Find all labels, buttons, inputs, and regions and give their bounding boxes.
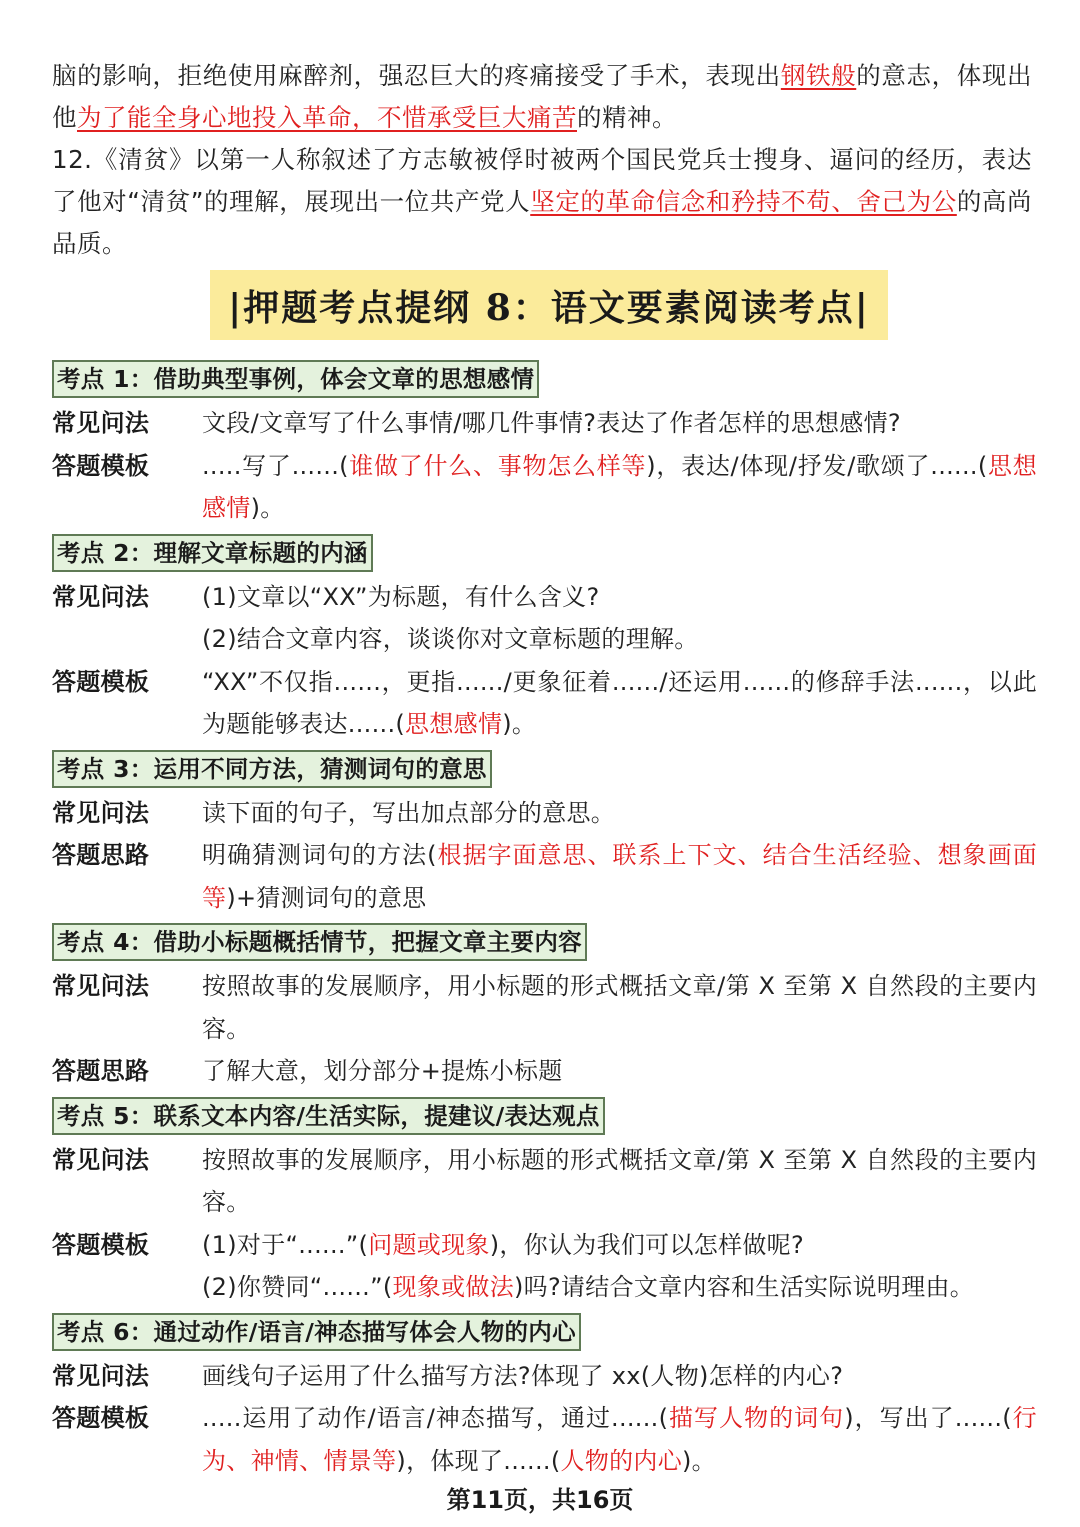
answer-text: )。 (682, 1446, 716, 1475)
intro-paragraph-1 (52, 55, 1032, 139)
answer-line (202, 1224, 1037, 1267)
exam-point-tag: 考点 3：运用不同方法，猜测词句的意思 (52, 750, 492, 788)
intro-text (52, 55, 1032, 265)
highlight-answer: 钢铁般 (780, 61, 857, 90)
answer-hint: 问题或现象 (368, 1230, 490, 1259)
intro-text-span: 12.《清贫》以第一人称叙述了方志敏被俘时被两个国民党兵士搜身、逼问的经历，表达了他对“清贫”的理解，展现出一位共产党人 (52, 145, 1032, 216)
intro-text-span: 的精神。 (577, 103, 677, 132)
highlight-answer: 坚定的革命信念和矜持不苟、舍己为公 (530, 187, 957, 216)
answer-text: )。 (250, 494, 285, 522)
answer-text: )，写出了......( (844, 1404, 1012, 1432)
row-label: 常见问法 (52, 1145, 150, 1174)
row-content: 按照故事的发展顺序，用小标题的形式概括文章/第 X 至第 X 自然段的主要内容。 (202, 1145, 1037, 1216)
question-line: (1)文章以“XX”为标题，有什么含义? (202, 582, 600, 611)
row-content (202, 834, 1037, 919)
exam-point-tag: 考点 6：通过动作/语言/神态描写体会人物的内心 (52, 1313, 581, 1351)
row-label: 常见问法 (52, 582, 150, 611)
answer-text: )，体现了......( (396, 1446, 561, 1475)
row-label: 常见问法 (52, 409, 150, 437)
answer-row (52, 834, 1037, 919)
answer-hint: 现象或做法 (392, 1273, 514, 1301)
row-content: 画线句子运用了什么描写方法?体现了 xx(人物)怎样的内心? (202, 1361, 844, 1390)
answer-text: “XX”不仅指......，更指....../更象征着....../还运用......的修辞手法......，以此为题能够表达......( (202, 667, 1037, 738)
question-row (52, 576, 1037, 661)
answer-row (52, 1224, 1037, 1309)
row-content: 按照故事的发展顺序，用小标题的形式概括文章/第 X 至第 X 自然段的主要内容。 (202, 972, 1037, 1043)
answer-text: .....运用了动作/语言/神态描写，通过......( (202, 1404, 669, 1432)
answer-hint: 思想感情 (202, 451, 1038, 522)
exam-point-tag: 考点 4：借助小标题概括情节，把握文章主要内容 (52, 923, 587, 961)
row-label: 答题模板 (52, 1230, 150, 1259)
question-row (52, 402, 1037, 445)
section-banner-title: |押题考点提纲 8：语文要素阅读考点| (210, 270, 888, 340)
row-label: 答题思路 (52, 1057, 150, 1085)
answer-hint: 谁做了什么、事物怎么样等 (348, 451, 647, 480)
answer-row (52, 661, 1037, 746)
row-content (202, 445, 1037, 530)
question-line: (2)结合文章内容，谈谈你对文章标题的理解。 (202, 625, 699, 653)
answer-row (52, 1050, 1037, 1093)
answer-text: )，你认为我们可以怎样做呢? (489, 1230, 805, 1259)
question-row (52, 792, 1037, 835)
row-label: 答题模板 (52, 1404, 150, 1432)
exam-point-tag: 考点 1：借助典型事例，体会文章的思想感情 (52, 360, 539, 398)
answer-text: (2)你赞同“......”( (202, 1273, 393, 1301)
row-content (202, 576, 1037, 661)
exam-point-tag: 考点 5：联系文本内容/生活实际，提建议/表达观点 (52, 1097, 605, 1135)
row-content: 了解大意，划分部分+提炼小标题 (202, 1057, 563, 1085)
answer-text: )，表达/体现/抒发/歌颂了......( (646, 451, 988, 480)
question-row (52, 1355, 1037, 1398)
answer-text: )+猜测词句的意思 (226, 883, 427, 912)
intro-text-span: 的意志，体现出他 (52, 61, 1033, 132)
question-row (52, 965, 1037, 1050)
answer-hint: 根据字面意思、联系上下文、结合生活经验、想象画面等 (202, 841, 1037, 912)
row-label: 答题思路 (52, 841, 150, 869)
row-content (202, 661, 1037, 746)
answer-hint: 思想感情 (405, 710, 503, 738)
answer-text: .....写了......( (202, 451, 349, 480)
answer-hint: 描写人物的词句 (668, 1404, 845, 1432)
row-label: 常见问法 (52, 972, 150, 1000)
question-row (52, 1139, 1037, 1224)
answer-text: 明确猜测词句的方法( (202, 841, 437, 869)
intro-text-span: 脑的影响，拒绝使用麻醉剂，强忍巨大的疼痛接受了手术，表现出 (52, 61, 781, 90)
intro-paragraph-2 (52, 139, 1032, 265)
answer-row (52, 445, 1037, 530)
row-label: 常见问法 (52, 1361, 150, 1390)
answer-text: (1)对于“......”( (202, 1230, 369, 1259)
page-number: 第11页，共16页 (446, 1486, 634, 1514)
row-content (202, 1397, 1037, 1482)
answer-hint: 人物的内心 (560, 1446, 683, 1475)
answer-line (202, 1266, 1037, 1309)
answer-text: )吗?请结合文章内容和生活实际说明理由。 (514, 1273, 975, 1301)
answer-hint: 行为、神情、情景等 (202, 1404, 1037, 1475)
answer-row (52, 1397, 1037, 1482)
row-content (202, 1224, 1037, 1309)
row-label: 答题模板 (52, 451, 150, 480)
row-label: 常见问法 (52, 798, 150, 827)
highlight-answer: 为了能全身心地投入革命，不惜承受巨大痛苦 (77, 103, 577, 132)
row-content: 文段/文章写了什么事情/哪几件事情?表达了作者怎样的思想感情? (202, 409, 901, 437)
intro-text-span: 的高尚品质。 (52, 187, 1032, 258)
row-label: 答题模板 (52, 667, 150, 696)
row-content: 读下面的句子，写出加点部分的意思。 (202, 798, 616, 827)
exam-points-list (52, 356, 1037, 1482)
answer-text: )。 (502, 710, 537, 738)
exam-point-tag: 考点 2：理解文章标题的内涵 (52, 534, 373, 572)
